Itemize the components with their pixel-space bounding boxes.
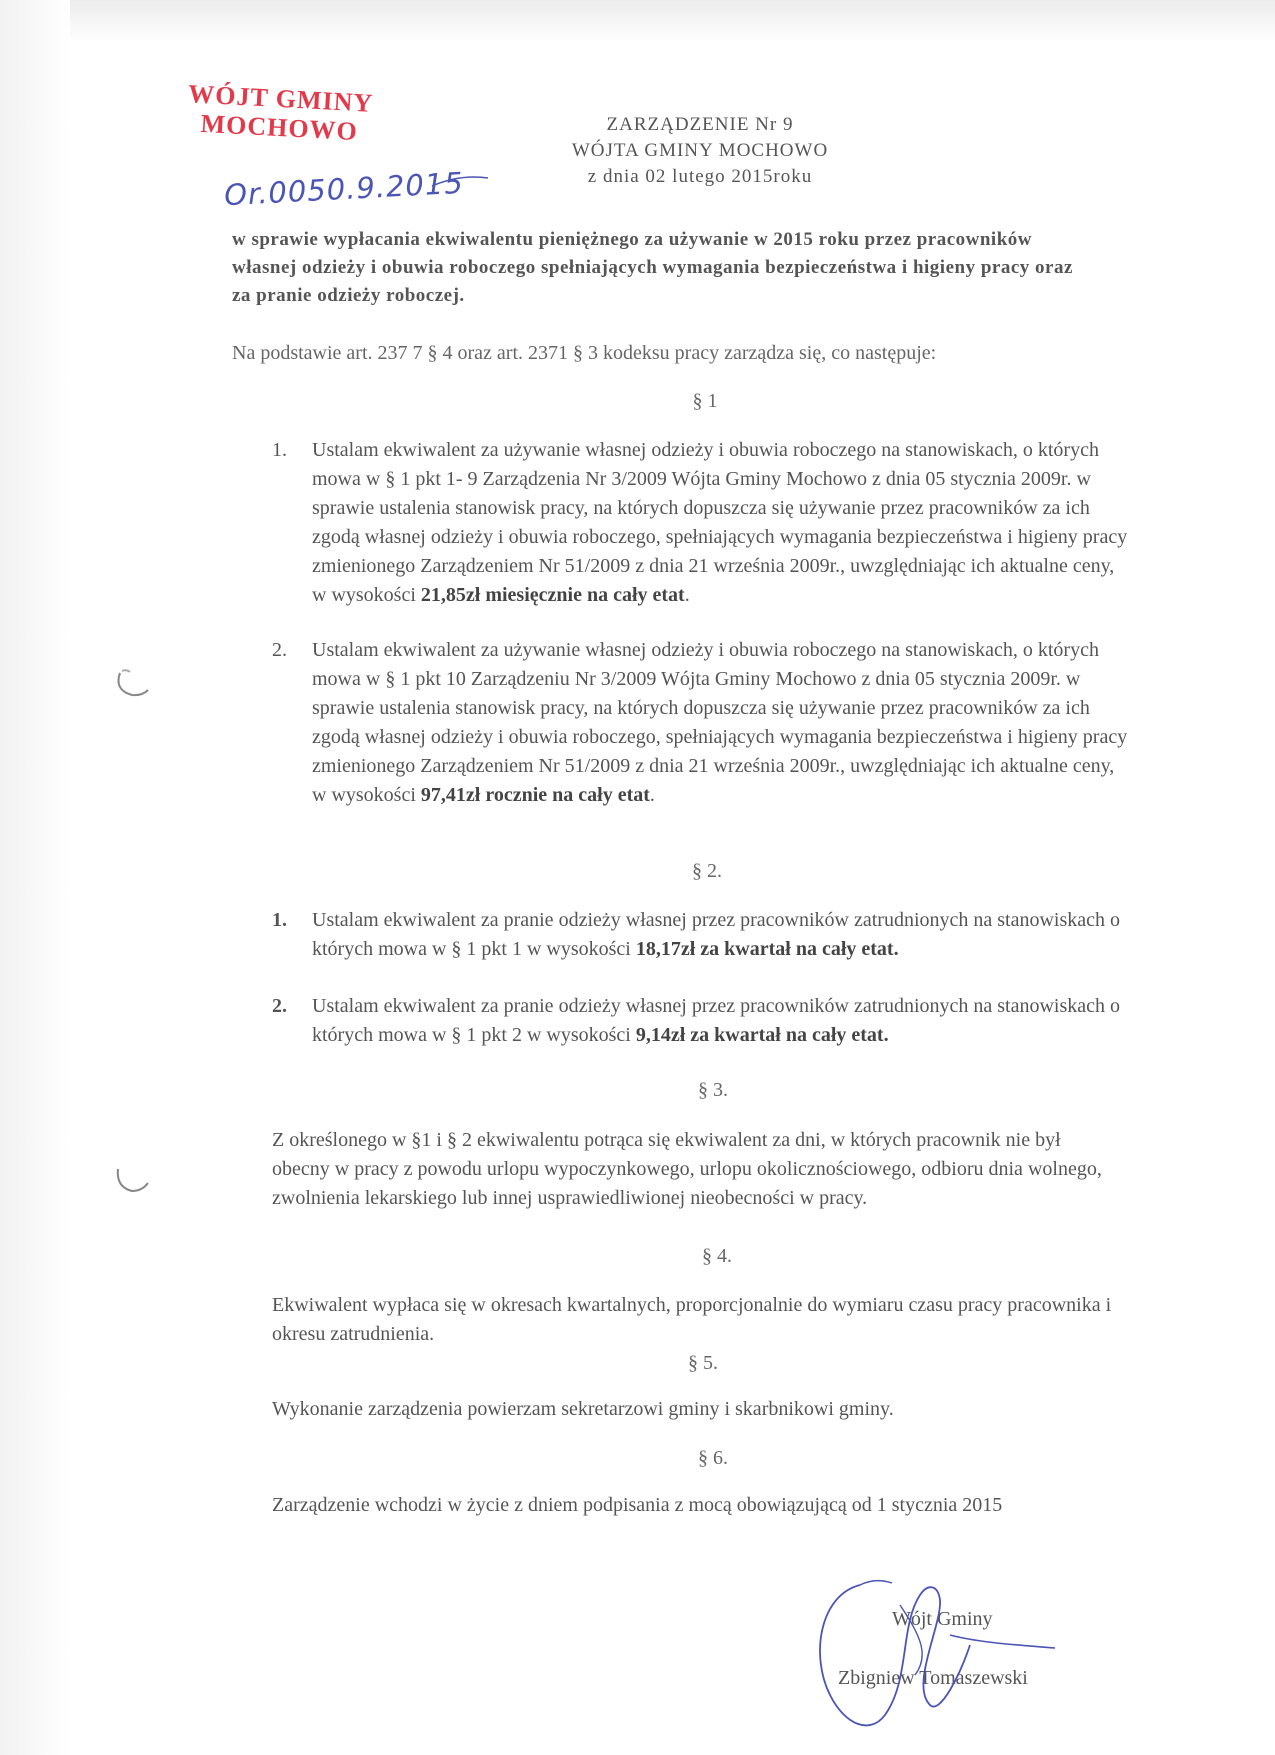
item-amount: 21,85zł miesięcznie na cały etat <box>420 584 685 606</box>
item-number: 2. <box>272 995 287 1017</box>
document-header <box>520 112 880 190</box>
handwritten-signature <box>800 1565 1100 1755</box>
item-number: 1. <box>272 439 287 461</box>
signature-title: Wójt Gminy <box>892 1608 993 1630</box>
section-1-heading: § 1 <box>692 390 718 412</box>
document-date: z dnia 02 lutego 2015roku <box>587 166 813 187</box>
section-4-heading: § 4. <box>702 1245 732 1267</box>
item-text: Ustalam ekwiwalent za pranie odzieży własnej przez pracowników zatrudnionych na stanowiskach o których mowa w § 1 pkt 1 w wysokości <box>312 909 1121 960</box>
punch-hole-icon <box>112 668 152 698</box>
item-amount: 97,41zł rocznie na cały etat <box>420 784 650 806</box>
item-amount: 9,14zł za kwartał na cały etat. <box>635 1024 889 1046</box>
office-stamp <box>149 77 412 149</box>
stamp-line-1: WÓJT GMINY <box>187 79 374 118</box>
punch-hole-icon <box>112 1165 152 1195</box>
item-text: Ustalam ekwiwalent za pranie odzieży własnej przez pracowników zatrudnionych na stanowiskach o których mowa w § 1 pkt 2 w wysokości <box>312 995 1121 1046</box>
section-3-text: Z określonego w §1 i § 2 ekwiwalentu potrąca się ekwiwalent za dni, w których pracownik nie był obecny w pracy z powodu urlopu wypoczynkowego, urlopu okolicznościowego, odbioru dnia wolnego, zwolnienia lekarskiego lub innej usprawiedliwionej nieobecności w pracy. <box>272 1129 1102 1209</box>
section-1-item-2 <box>272 636 1132 810</box>
section-4-text: Ekwiwalent wypłaca się w okresach kwartalnych, proporcjonalnie do wymiaru czasu pracy pracownika i okresu zatrudnienia. <box>272 1294 1112 1345</box>
section-2-item-2 <box>272 992 1132 1050</box>
document-subject: w sprawie wypłacania ekwiwalentu pieniężnego za używanie w 2015 roku przez pracowników własnej odzieży i obuwia roboczego spełniających wymagania bezpieczeństwa i higieny pracy oraz za pranie odzieży roboczej. <box>232 229 1073 306</box>
section-5-heading: § 5. <box>688 1352 718 1374</box>
scan-left-edge <box>0 0 70 1755</box>
issuing-authority: WÓJTA GMINY MOCHOWO <box>571 140 829 161</box>
stamp-line-2: MOCHOWO <box>199 108 359 147</box>
section-2-heading: § 2. <box>692 860 722 882</box>
item-text: Ustalam ekwiwalent za używanie własnej odzieży i obuwia roboczego na stanowiskach, o których mowa w § 1 pkt 10 Zarządzeniu Nr 3/2009 Wójta Gminy Mochowo z dnia 05 stycznia 2009r. w sprawie ustalenia stanowisk pracy, na których dopuszcza się używanie przez pracowników za ich zgodą własnej odzieży i obuwia roboczego, spełniających wymagania bezpieczeństwa i higieny pracy zmienionego Zarządzeniem Nr 51/2009 z dnia 21 września 2009r., uwzględniając ich aktualne ceny, w wysokości <box>312 639 1128 806</box>
section-5-text: Wykonanie zarządzenia powierzam sekretarzowi gminy i skarbnikowi gminy. <box>272 1398 894 1420</box>
section-1-item-1 <box>272 436 1132 610</box>
legal-basis: Na podstawie art. 237 7 § 4 oraz art. 2371 § 3 kodeksu pracy zarządza się, co następuje: <box>232 342 937 364</box>
scan-top-edge <box>0 0 1275 42</box>
item-amount: 18,17zł za kwartał na cały etat. <box>635 938 899 960</box>
signature-name: Zbigniew Tomaszewski <box>838 1667 1028 1689</box>
section-3-heading: § 3. <box>698 1079 728 1101</box>
section-6-heading: § 6. <box>698 1447 728 1469</box>
section-6-text: Zarządzenie wchodzi w życie z dniem podpisania z mocą obowiązującą od 1 stycznia 2015 <box>272 1494 1003 1516</box>
item-text: Ustalam ekwiwalent za używanie własnej odzieży i obuwia roboczego na stanowiskach, o których mowa w § 1 pkt 1- 9 Zarządzenia Nr 3/2009 Wójta Gminy Mochowo z dnia 05 stycznia 2009r. w sprawie ustalenia stanowisk pracy, na których dopuszcza się używanie przez pracowników za ich zgodą własnej odzieży i obuwia roboczego, spełniających wymagania bezpieczeństwa i higieny pracy zmienionego Zarządzeniem Nr 51/2009 z dnia 21 września 2009r., uwzględniając ich aktualne ceny, w wysokości <box>312 439 1128 606</box>
item-end: . <box>649 784 655 806</box>
item-end: . <box>684 584 690 606</box>
item-number: 2. <box>272 639 287 661</box>
document-title: ZARZĄDZENIE Nr 9 <box>606 114 794 135</box>
registration-number: Or.0050.9.2015 <box>223 165 465 213</box>
section-2-item-1 <box>272 906 1132 964</box>
handwriting-underline <box>430 172 490 196</box>
item-number: 1. <box>272 909 287 931</box>
